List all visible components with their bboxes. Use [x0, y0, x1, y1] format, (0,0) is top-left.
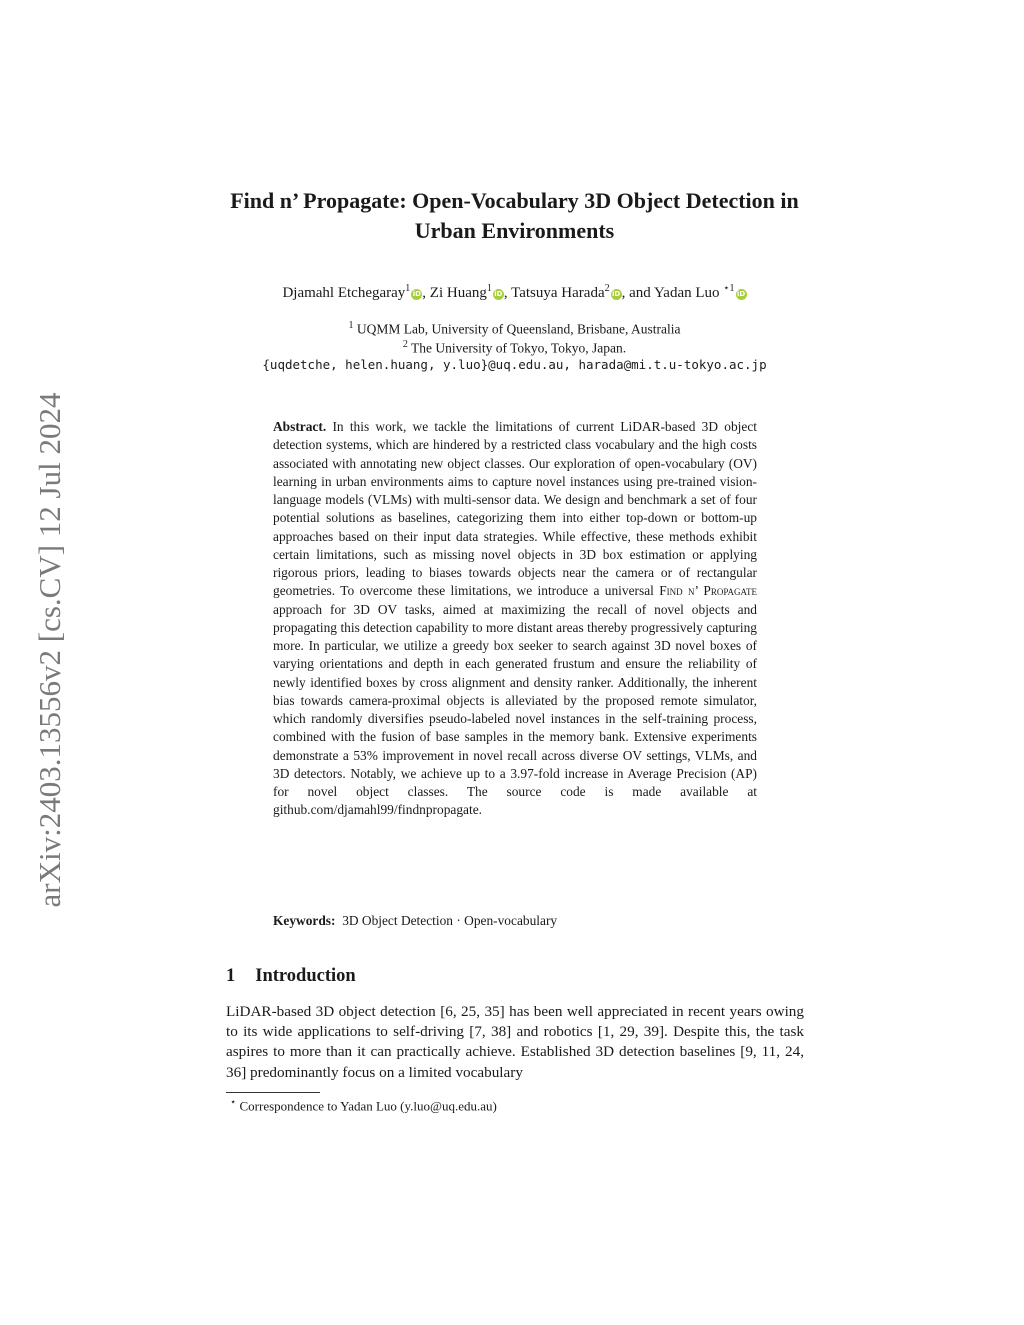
affiliation-mark: 2 — [402, 339, 408, 350]
section-number: 1 — [226, 966, 236, 986]
abstract-text: approach for 3D OV tasks, aimed at maximizing the recall of novel objects and propagating this detection capability to more distant areas thereby progressively capturing more. In particular, we utilize a greedy box seeker to search against 3D novel boxes of varying orientations and depth in each generated frustum and ensure the reliability of newly identified boxes by cross alignment and density ranker. Additionally, the inherent bias towards camera-proximal objects is alleviated by the proposed remote simulator, which randomly diversifies pseudo-labeled novel instances in the self-training process, combined with the fusion of base samples in the memory bank. Extensive experiments demonstrate a 53% improvement in novel recall across diverse OV settings, VLMs, and 3D detectors. Notably, we achieve up to a 3.97-fold increase in Average Precision (AP) for novel object classes. The source code is made available at github.com/djamahl99/findnpropagate. — [273, 601, 757, 818]
affiliation — [200, 339, 829, 357]
affiliation-text: The University of Tokyo, Tokyo, Japan. — [411, 340, 627, 356]
author-affiliation-mark: ⋆1 — [723, 283, 735, 294]
footnote-text: Correspondence to Yadan Luo (y.luo@uq.edu.au) — [239, 1098, 497, 1114]
author-emails: {uqdetche, helen.huang, y.luo}@uq.edu.au, harada@mi.t.u-tokyo.ac.jp — [262, 357, 767, 372]
orcid-icon[interactable]: iD — [412, 290, 421, 298]
keywords-label: Keywords: — [273, 913, 336, 928]
orcid-icon[interactable]: iD — [736, 290, 746, 298]
affiliation-mark: 1 — [348, 320, 354, 331]
orcid-icon[interactable]: iD — [612, 290, 621, 298]
footnote — [230, 1097, 497, 1114]
abstract-label: Abstract. — [273, 419, 327, 434]
keywords-text: 3D Object Detection · Open-vocabulary — [342, 913, 558, 928]
section-heading — [226, 966, 356, 987]
author-affiliation-mark: 1 — [486, 283, 492, 294]
keywords — [273, 913, 757, 929]
abstract — [273, 418, 757, 820]
method-name: Find n’ Propagate — [659, 583, 757, 599]
author-name: Djamahl Etchegaray — [282, 285, 406, 301]
section-title: Introduction — [255, 966, 356, 986]
author-name: Tatsuya Harada — [511, 285, 605, 301]
author-affiliation-mark: 2 — [604, 283, 610, 294]
orcid-icon[interactable]: iD — [494, 290, 503, 298]
intro-paragraph: LiDAR-based 3D object detection [6, 25, 35] has been well appreciated in recent years owing to its wide applications to self-driving [7, 38] and robotics [1, 29, 39]. Despite this, the task aspires to more than it can practically achieve. Established 3D detection baselines [9, 11, 24, 36] predominantly focus on a limited vocabulary — [226, 1003, 804, 1081]
arxiv-identifier: arXiv:2403.13556v2 [cs.CV] 12 Jul 2024 — [32, 392, 67, 908]
footnote-rule — [226, 1092, 320, 1093]
affiliation — [200, 320, 829, 338]
affiliation-text: UQMM Lab, University of Queensland, Brisbane, Australia — [356, 321, 681, 337]
paper-title: Find n’ Propagate: Open-Vocabulary 3D Object Detection in Urban Environments — [230, 188, 799, 243]
author-affiliation-mark: 1 — [405, 283, 411, 294]
footnote-mark: ⋆ — [230, 1097, 237, 1108]
abstract-text: In this work, we tackle the limitations of current LiDAR-based 3D object detection systems, which are hindered by a restricted class vocabulary and the high costs associated with annotating new object classes. Our exploration of open-vocabulary (OV) learning in urban environments aims to capture novel instances using pre-trained vision-language models (VLMs) with multi-sensor data. We design and benchmark a set of four potential solutions as baselines, categorizing them into either top-down or bottom-up approaches based on their input data strategies. While effective, these methods exhibit certain limitations, such as missing novel objects in 3D box estimation or applying rigorous priors, leading to biases towards objects near the camera or of rectangular geometries. To overcome these limitations, we introduce a universal — [273, 419, 757, 599]
author-name: Zi Huang — [429, 285, 487, 301]
author-list: Djamahl Etchegaray$^1$ iD, Zi Huang$^1$ iD, Tatsuya Harada$^2$ iD, and Yadan Luo $^{⋆1}$ iD — [282, 283, 746, 301]
author-name: Yadan Luo — [653, 285, 720, 301]
